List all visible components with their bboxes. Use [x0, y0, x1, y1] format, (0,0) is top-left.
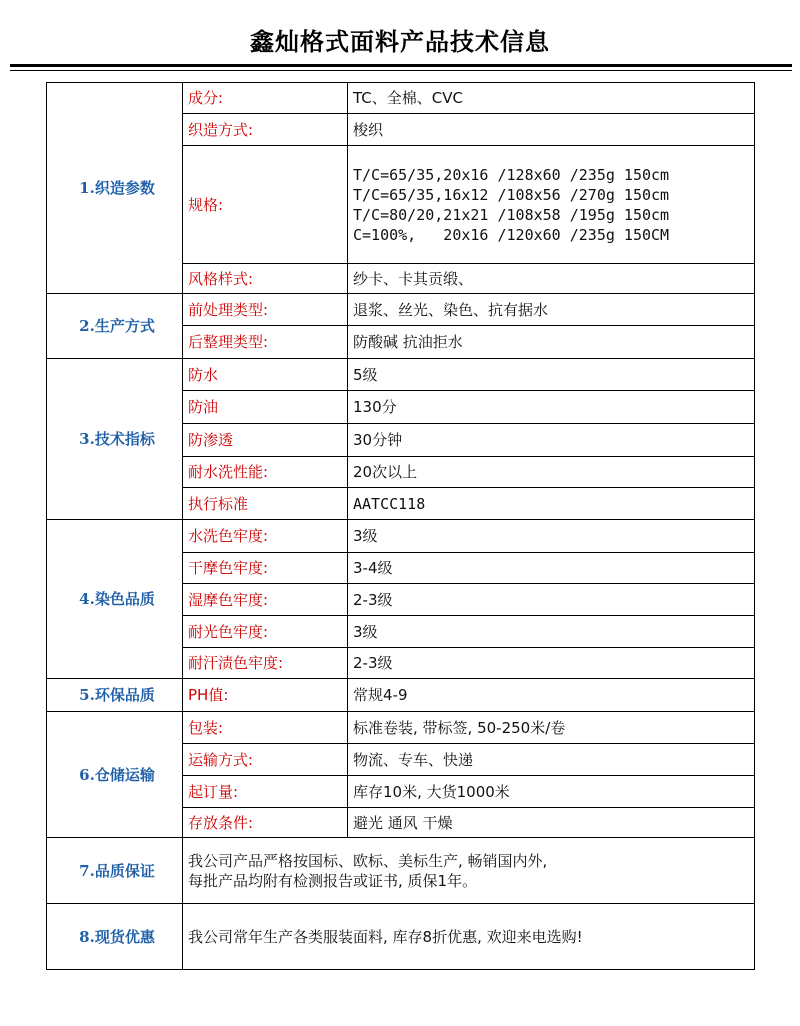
spec-value: 20次以上 — [348, 457, 755, 488]
spec-value: TC、全棉、CVC — [348, 83, 755, 114]
spec-value: 5级 — [348, 359, 755, 391]
section-title: 4.染色品质 — [47, 520, 183, 679]
quality-line: 我公司产品严格按国标、欧标、美标生产, 畅销国内外, — [188, 851, 548, 870]
table-row — [47, 679, 755, 712]
spec-value: 防酸碱 抗油拒水 — [348, 326, 755, 359]
section-title: 3.技术指标 — [47, 359, 183, 520]
section-title: 1.织造参数 — [47, 83, 183, 294]
spec-value: 退浆、丝光、染色、抗有据水 — [348, 294, 755, 326]
spec-label: PH值: — [183, 679, 348, 712]
table-row — [47, 359, 755, 391]
spec-label: 耐水洗性能: — [183, 457, 348, 488]
quality-text — [183, 838, 755, 904]
spec-value — [348, 146, 755, 264]
spec-value: 标准卷装, 带标签, 50-250米/卷 — [348, 712, 755, 744]
spec-label: 包装: — [183, 712, 348, 744]
spec-label: 规格: — [183, 146, 348, 264]
spec-value: 纱卡、卡其贡缎、 — [348, 264, 755, 294]
section-title: 5.环保品质 — [47, 679, 183, 712]
table-row — [47, 294, 755, 326]
section-title: 6.仓储运输 — [47, 712, 183, 838]
spec-label: 织造方式: — [183, 114, 348, 146]
section-title: 7.品质保证 — [47, 838, 183, 904]
spec-label: 执行标准 — [183, 488, 348, 520]
page-title: 鑫灿格式面料产品技术信息 — [250, 27, 550, 56]
spec-value: 130分 — [348, 391, 755, 424]
spec-label: 防水 — [183, 359, 348, 391]
spec-value: 2-3级 — [348, 648, 755, 679]
spec-label: 防渗透 — [183, 424, 348, 457]
spec-line: C=100%, 20x16 /120x60 /235g 150CM — [353, 225, 670, 244]
spec-label: 耐汗渍色牢度: — [183, 648, 348, 679]
spec-label: 起订量: — [183, 776, 348, 808]
spec-value: 3-4级 — [348, 553, 755, 584]
table-row — [47, 904, 755, 970]
spec-line: T/C=65/35,20x16 /128x60 /235g 150cm — [353, 165, 670, 184]
spec-value: AATCC118 — [348, 488, 755, 520]
table-row — [47, 838, 755, 904]
spec-label: 存放条件: — [183, 808, 348, 838]
spec-value: 库存10米, 大货1000米 — [348, 776, 755, 808]
spec-label: 湿摩色牢度: — [183, 584, 348, 616]
spec-line: T/C=65/35,16x12 /108x56 /270g 150cm — [353, 185, 670, 204]
spec-label: 风格样式: — [183, 264, 348, 294]
section-title: 2.生产方式 — [47, 294, 183, 359]
table-row — [47, 712, 755, 744]
spec-label: 耐光色牢度: — [183, 616, 348, 648]
spec-label: 水洗色牢度: — [183, 520, 348, 553]
spec-value: 常规4-9 — [348, 679, 755, 712]
spec-value: 3级 — [348, 520, 755, 553]
spec-label: 后整理类型: — [183, 326, 348, 359]
spec-value: 2-3级 — [348, 584, 755, 616]
promo-text: 我公司常年生产各类服装面料, 库存8折优惠, 欢迎来电选购! — [183, 904, 755, 970]
spec-label: 干摩色牢度: — [183, 553, 348, 584]
spec-label: 成分: — [183, 83, 348, 114]
spec-table — [46, 82, 755, 970]
table-row — [47, 83, 755, 114]
spec-value: 3级 — [348, 616, 755, 648]
table-row — [47, 520, 755, 553]
title-rule-thin — [10, 70, 792, 71]
quality-line: 每批产品均附有检测报告或证书, 质保1年。 — [188, 871, 478, 890]
spec-value: 物流、专车、快递 — [348, 744, 755, 776]
spec-value: 梭织 — [348, 114, 755, 146]
spec-label: 防油 — [183, 391, 348, 424]
spec-value: 30分钟 — [348, 424, 755, 457]
spec-label: 前处理类型: — [183, 294, 348, 326]
spec-line: T/C=80/20,21x21 /108x58 /195g 150cm — [353, 205, 670, 224]
title-rule — [10, 64, 792, 67]
spec-label: 运输方式: — [183, 744, 348, 776]
section-title: 8.现货优惠 — [47, 904, 183, 970]
spec-value: 避光 通风 干燥 — [348, 808, 755, 838]
